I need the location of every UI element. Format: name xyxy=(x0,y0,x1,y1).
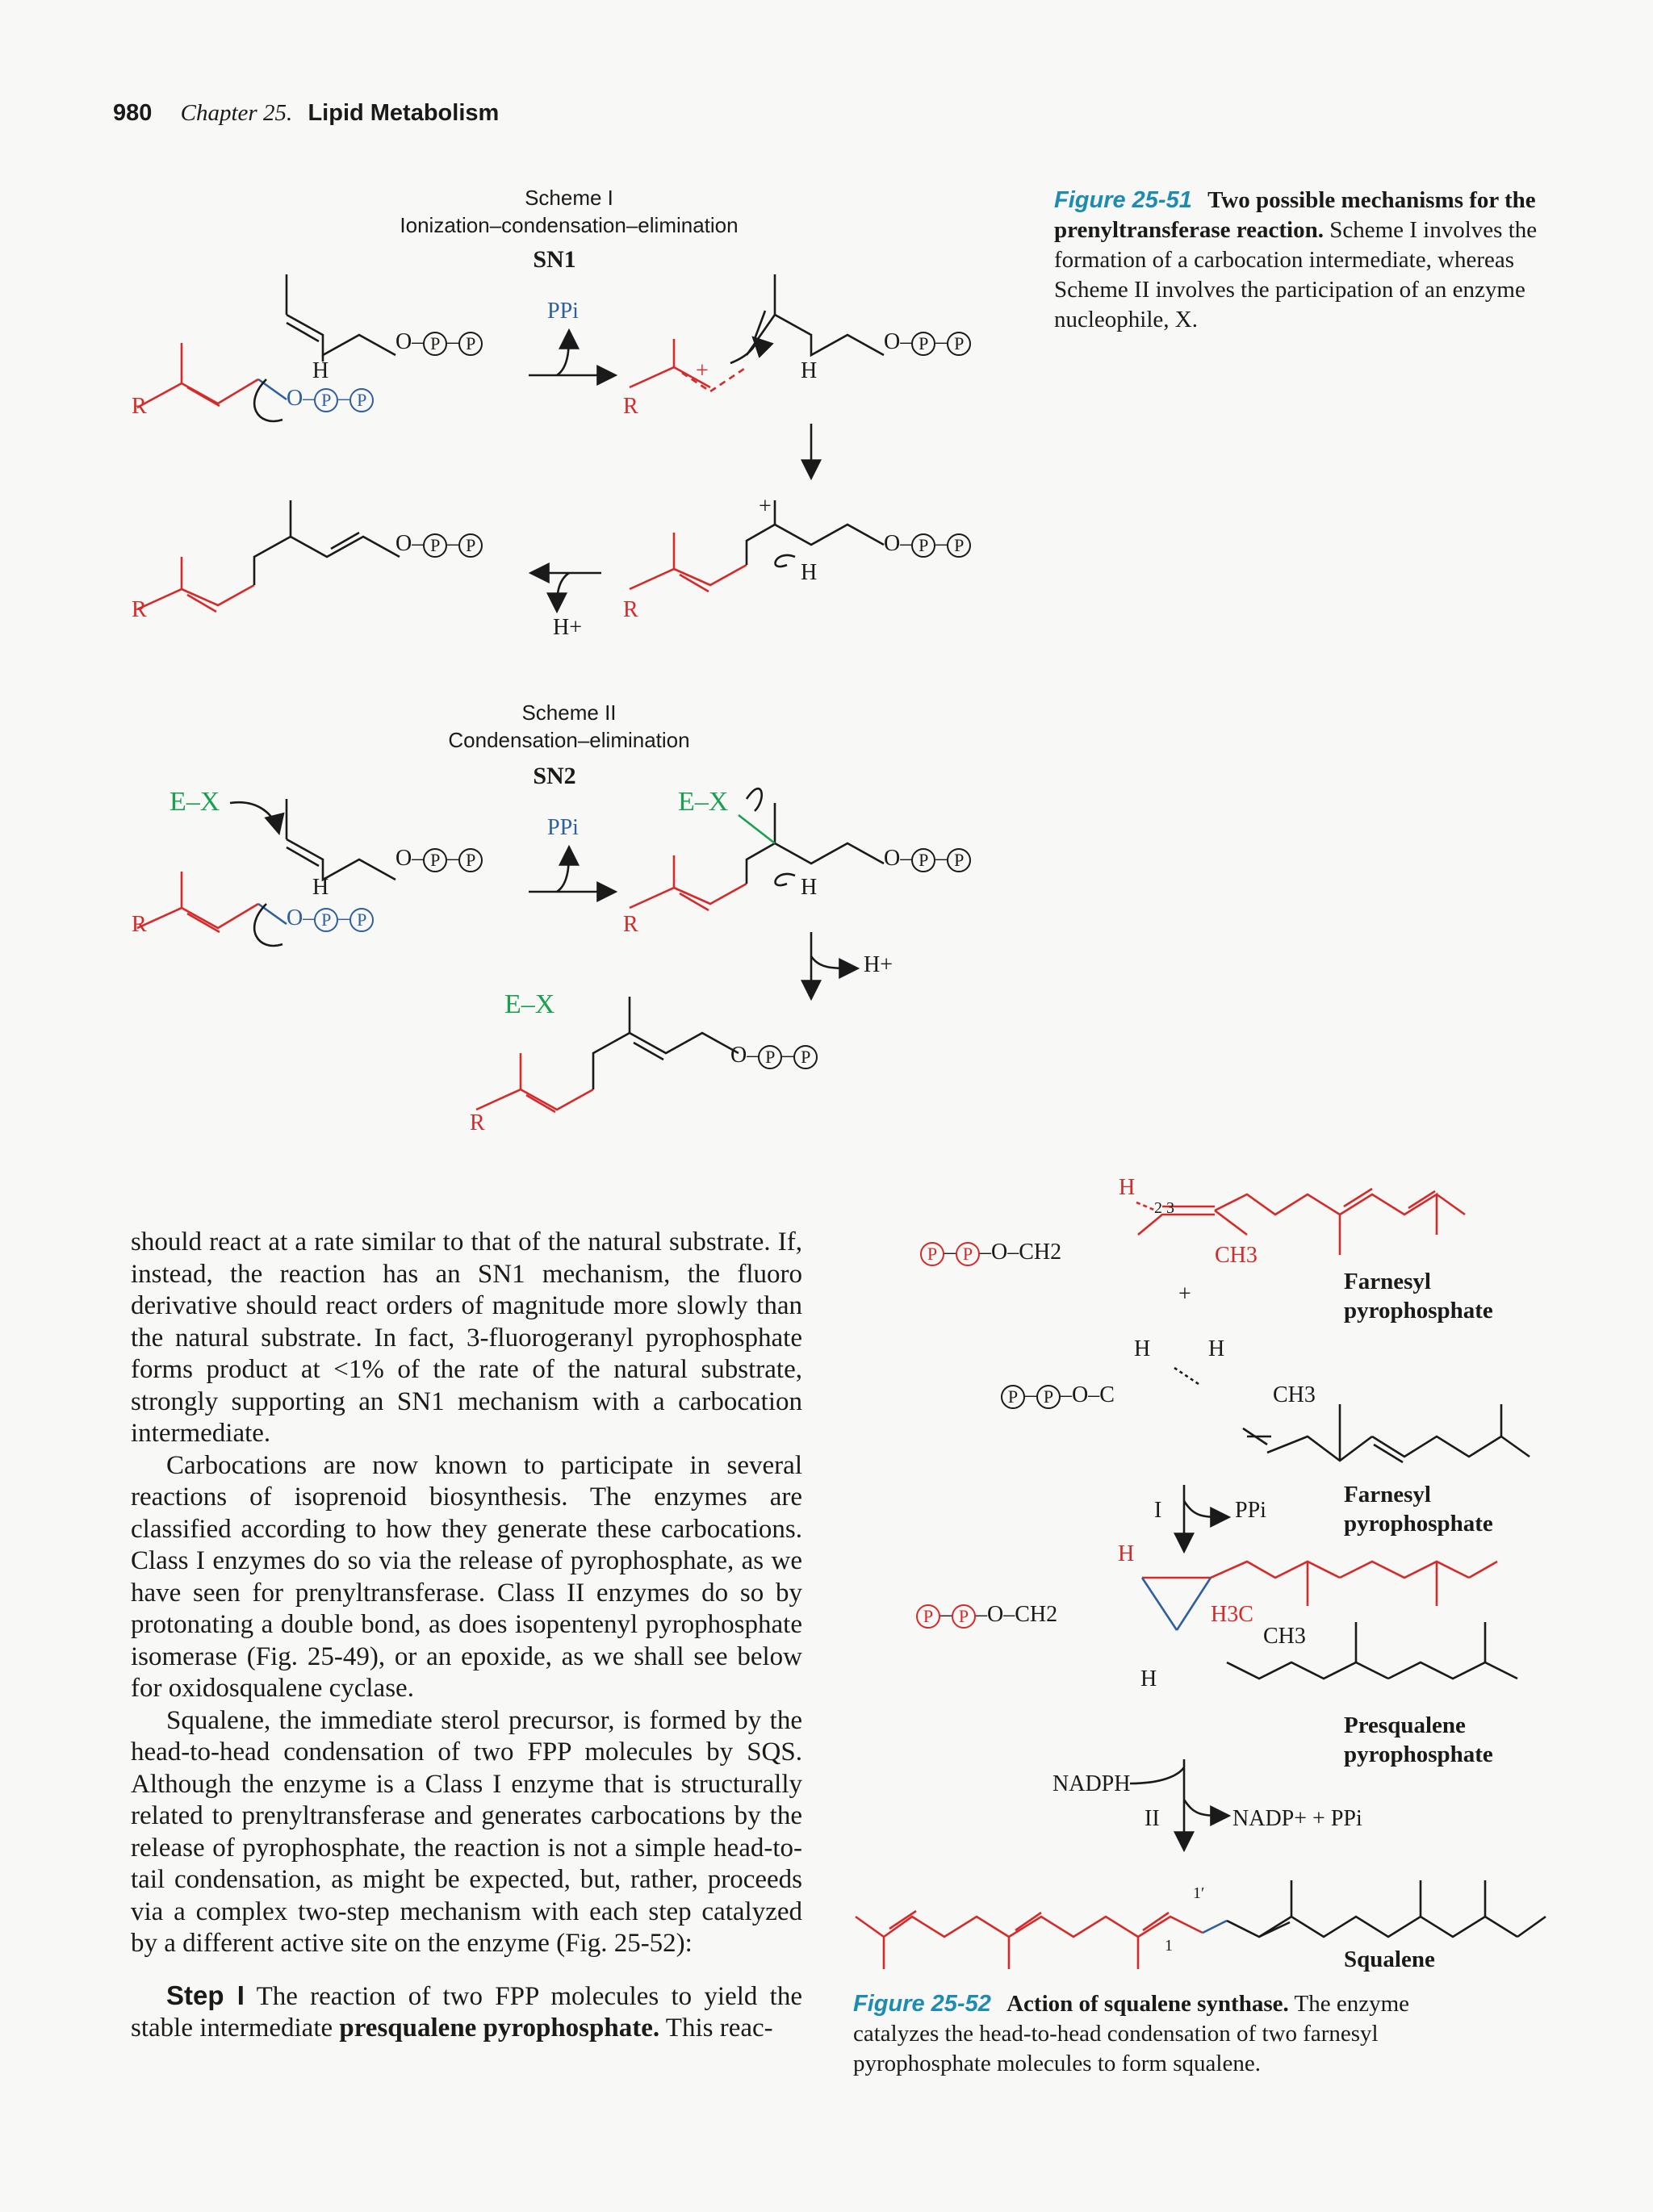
compound-label-fpp-2: Farnesyl pyrophosphate xyxy=(1344,1482,1493,1537)
step-1-text-b: This reac- xyxy=(665,2013,773,2043)
step-1-paragraph xyxy=(131,1980,802,2045)
figure-25-51-text: Scheme I involves the formation of a carbocation intermediate, whereas Scheme II involves the participation of an enzyme nucleophile, X. xyxy=(1054,217,1538,332)
step-I-product: PPi xyxy=(1235,1498,1266,1523)
squalene-1prime: 1′ xyxy=(1193,1884,1205,1902)
scheme1-h-label-3: H xyxy=(801,560,818,585)
fpp2-h-2: H xyxy=(1208,1336,1225,1361)
scheme1-h-plus: H+ xyxy=(553,615,583,640)
body-paragraph-1: should react at a rate similar to that of the natural substrate. If, instead, the reaction has an SN1 mechanism, the fluoro derivative should react orders of magnitude more slowly than the natural substrate. In fact, 3-fluorogeranyl pyrophosphate forms product at <1% of the rate of the natural substrate, strongly supporting an SN1 mechanism with a carbocation intermediate. xyxy=(131,1227,802,1448)
presqualene-cyclopropane xyxy=(1142,1562,1517,1679)
scheme2-arrow-1 xyxy=(529,849,613,892)
fpp-plus: + xyxy=(1178,1282,1191,1307)
reaction-arrow-I xyxy=(1184,1485,1227,1549)
fpp1-pp-group: P – P –O–CH2 xyxy=(920,1240,1061,1266)
section-title: Lipid Metabolism xyxy=(308,100,500,126)
scheme1-product-gpp xyxy=(137,500,400,612)
fpp1-ch3: CH3 xyxy=(1215,1243,1258,1268)
scheme2-subtitle: Condensation–elimination xyxy=(448,728,690,752)
compound-label-fpp-1: Farnesyl pyrophosphate xyxy=(1344,1269,1493,1323)
step-1-text-a: The reaction of two FPP molecules to yield the stable intermediate xyxy=(131,1981,802,2043)
step-II-reagent: NADPH xyxy=(1052,1771,1131,1796)
fpp2-h-1: H xyxy=(1134,1336,1151,1361)
presqualene-h-2: H xyxy=(1140,1666,1157,1691)
step-I-label: I xyxy=(1154,1498,1162,1523)
scheme1-opp-label: O– P – P xyxy=(395,329,483,356)
scheme1-opp-label-3: O– P – P xyxy=(884,531,971,558)
presqualene-pp-group: P – P –O–CH2 xyxy=(916,1602,1057,1629)
scheme2-arrow-2 xyxy=(811,932,856,997)
figure-25-51-title: Two possible mechanisms for the prenyltransferase reaction. xyxy=(1054,187,1536,243)
scheme2-opp-label-2: O– P – P xyxy=(884,846,971,872)
scheme2-title-block xyxy=(359,699,779,754)
figure-25-52-title: Action of squalene synthase. xyxy=(1006,1991,1289,2017)
fpp1-h: H xyxy=(1119,1175,1136,1200)
presqualene-h3c: H3C xyxy=(1211,1602,1253,1627)
scheme1-intermediate-2 xyxy=(630,500,884,592)
scheme2-opp-label: O– P – P xyxy=(395,846,483,872)
scheme1-r-label: R xyxy=(132,394,147,419)
scheme1-title: Scheme I xyxy=(525,186,613,210)
scheme2-intermediate xyxy=(630,788,884,910)
body-text xyxy=(131,1227,802,2045)
figure-25-51-number: Figure 25-51 xyxy=(1054,187,1192,213)
scheme1-subtitle: Ionization–condensation–elimination xyxy=(400,213,739,237)
compound-label-squalene: Squalene xyxy=(1344,1946,1435,1972)
step-1-bold: presqualene pyrophosphate. xyxy=(339,2013,660,2043)
scheme2-opp-leaving: O– P – P xyxy=(287,905,374,932)
figure-25-52-caption xyxy=(853,1989,1467,2079)
presqualene-ch3: CH3 xyxy=(1263,1624,1306,1649)
scheme1-r-label-4: R xyxy=(132,597,147,622)
scheme2-enzyme-released: E–X xyxy=(504,989,555,1019)
scheme1-reactant-dmapp xyxy=(137,343,287,421)
scheme2-opp-label-3: O– P – P xyxy=(730,1043,818,1069)
scheme1-h-label-2: H xyxy=(801,358,818,383)
scheme1-opp-leaving: O– P – P xyxy=(287,386,374,412)
intermediate-plus: + xyxy=(759,494,772,519)
scheme2-h-label-2: H xyxy=(801,875,818,900)
scheme1-h-label: H xyxy=(312,358,329,383)
fpp2-pp-group: P – P –O–C xyxy=(1001,1382,1115,1409)
scheme2-r-label-3: R xyxy=(470,1110,485,1135)
scheme1-arrow-2 xyxy=(533,573,601,609)
step-II-label: II xyxy=(1145,1806,1160,1831)
fpp-1 xyxy=(1136,1189,1465,1255)
reaction-arrow-II xyxy=(1130,1759,1227,1848)
scheme2-h-plus: H+ xyxy=(864,952,893,977)
carbocation-plus: + xyxy=(696,358,709,383)
scheme2-r-label: R xyxy=(132,912,147,937)
body-paragraph-3: Squalene, the immediate sterol precursor, is formed by the head-to-head condensation of two FPP molecules by SQS. Although the enzyme is a Class I enzyme that is structurally related to prenyltransferase and generates carbocations by the release of pyrophosphate, the reaction is not a simple head-to-tail condensation, as might be expected, but, rather, proceeds via a complex two-step mechanism with each step catalyzed by a different active site on the enzyme (Fig. 25-52): xyxy=(131,1705,802,1958)
figure-25-51-caption xyxy=(1054,186,1538,335)
fpp-2 xyxy=(1174,1368,1530,1462)
step-II-products: NADP+ + PPi xyxy=(1232,1806,1362,1831)
scheme2-ppi: PPi xyxy=(547,815,579,840)
scheme1-opp-label-4: O– P – P xyxy=(395,531,483,558)
scheme1-opp-label-2: O– P – P xyxy=(884,329,971,356)
scheme1-mechanism: SN1 xyxy=(533,246,576,273)
squalene-1: 1 xyxy=(1165,1937,1173,1955)
body-paragraph-2: Carbocations are now known to participate in several reactions of isoprenoid biosynthesis. The enzymes are classified according to how they generate these carbocations. Class I enzymes do so via the release of pyrophosphate, as we have seen for prenyltransferase. Class II enzymes do so by protonating a double bond, as does isopentenyl pyrophosphate isomerase (Fig. 25-49), or an epoxide, as we shall see below for oxidosqualene cyclase. xyxy=(131,1450,802,1703)
fpp1-atom-numbers: 2 3 xyxy=(1154,1199,1174,1217)
compound-label-presqualene: Presqualene pyrophosphate xyxy=(1344,1712,1493,1767)
figure-25-52-text: The enzyme catalyzes the head-to-head condensation of two farnesyl pyrophosphate molecules to form squalene. xyxy=(853,1991,1409,2076)
presqualene-h: H xyxy=(1118,1541,1135,1566)
scheme2-enzyme-bound: E–X xyxy=(678,787,729,817)
scheme2-mechanism: SN2 xyxy=(533,763,576,789)
page-number: 980 xyxy=(113,100,153,126)
scheme1-title-block xyxy=(359,184,779,239)
scheme1-carbocation xyxy=(630,274,884,391)
scheme1-reactant-ipp xyxy=(287,274,395,362)
scheme1-ppi: PPi xyxy=(547,299,579,324)
scheme1-r-label-2: R xyxy=(623,394,638,419)
step-1-label: Step I xyxy=(166,1980,245,2010)
figure-25-52-number: Figure 25-52 xyxy=(853,1991,991,2017)
scheme1-r-label-3: R xyxy=(623,597,638,622)
fpp2-ch3: CH3 xyxy=(1273,1382,1316,1407)
scheme2-enzyme-nucleophile: E–X xyxy=(169,787,220,817)
scheme1-arrow-1 xyxy=(529,332,613,375)
scheme2-title: Scheme II xyxy=(521,700,617,725)
chapter-label: Chapter 25. xyxy=(180,100,293,126)
scheme2-r-label-2: R xyxy=(623,912,638,937)
scheme2-h-label: H xyxy=(312,875,329,900)
